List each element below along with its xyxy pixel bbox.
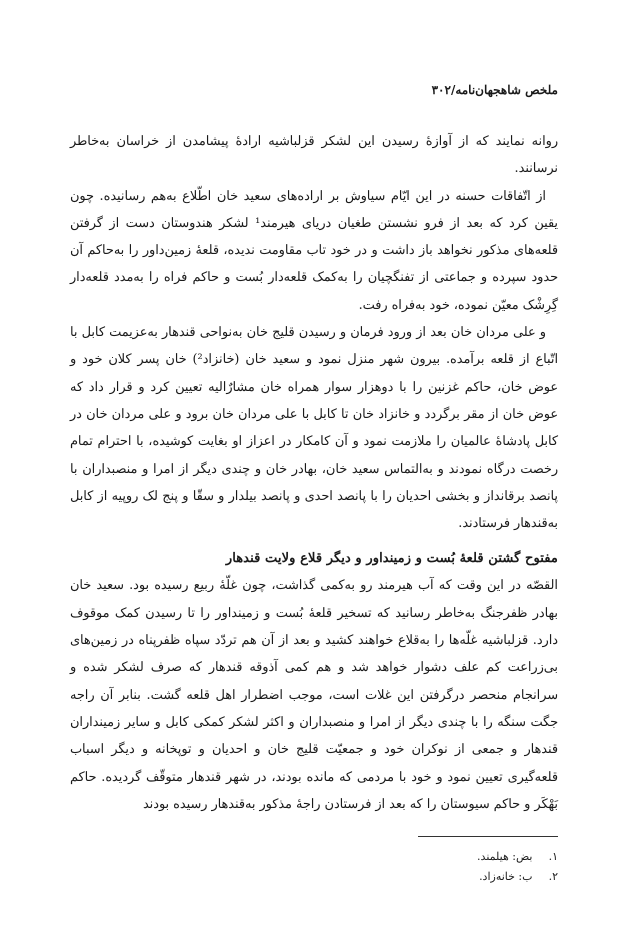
- footnote-1: [70, 847, 558, 867]
- footnotes: [70, 847, 558, 887]
- running-head: ملخص شاهجهان‌نامه/۳۰۲: [431, 83, 558, 97]
- footnote-text: ب: خانه‌زاد.: [479, 870, 533, 884]
- section-heading: مفتوح گشتن قلعهٔ بُست و زمینداور و دیگر قلاع ولایت قندهار: [225, 551, 558, 567]
- paragraph-continuation: روانه نمایند که از آوازهٔ رسیدن این لشکر قزلباشیه ارادهٔ پیشامدن از خراسان به‌خاطر نرسانند.: [70, 134, 558, 177]
- footnote-text: بض: هیلمند.: [477, 850, 533, 864]
- footnote-number: ۱.: [548, 850, 558, 864]
- footnote-2: [70, 867, 558, 887]
- footnote-divider: [418, 836, 558, 837]
- page-body: [70, 82, 558, 887]
- paragraph-section-body: القصّه در این وقت که آب هیرمند رو به‌کمی گذاشت، چون غلّهٔ ربیع رسیده بود. سعید خان بهادر ظفرجنگ به‌خاطر رسانید که تسخیر قلعهٔ بُست و زمینداور را تا رسیدن کمک موقوف دارد. قزلباشیه غلّه‌ها را به‌قلاع خواهند کشید و بعد از آن هم تردّد سپاه ظفرپناه در زمین‌های بی‌زراعت کم علف دشوار خواهد شد و هم کمی آذوقه قندهار که صرف لشکر شده و سرانجام منحصر درگرفتن این غلات است، موجب اضطرار اهل قلعه گشت. بنابر آن راجه جگت سنگه را با چندی دیگر از امرا و منصبداران و اکثر لشکر کمکی کابل و سایر زمینداران قندهار و جمعی از نوکران خود و جمعیّت قلیج خان و احدیان و توپخانه و دیگر اسباب قلعه‌گیری تعیین نمود و خود با مردمی که مانده بودند، در شهر قندهار متوقّف گردیده. حاکم بَهْکَر و حاکم سیوستان را که بعد از فرستادن راجهٔ مذکور به‌قندهار رسیده بودند: [70, 578, 558, 812]
- paragraph-ali-mardan-khan: و علی مردان خان بعد از ورود فرمان و رسیدن قلیج خان به‌نواحی قندهار به‌عزیمت کابل با اتّباع از قلعه برآمده. بیرون شهر منزل نمود و سعید خان (خانزاد²) خان پسر کلان خود و عوض خان، حاکم غزنین را با دوهزار سوار همراه خان مشارٌالیه تعیین کرد و قرار داد که عوض خان از مقر برگردد و خانزاد خان تا کابل با علی مردان خان برود و علی مردان خان در کابل پادشاهٔ عالمیان را ملازمت نمود و آن کامکار در اعزاز او بغایت کوشیده، با احترام تمام رخصت درگاه نمودند و به‌التماس سعید خان، بهادر خان و چندی دیگر از امرا و منصبداران با پانصد برقانداز و بخشی احدیان را با پانصد احدی و پانصد بیلدار و سقّا و پنج لک روپیه از کابل به‌قندهار فرستادند.: [70, 325, 558, 532]
- paragraph-siyavash: از اتّفاقات حسنه در این ایّام سیاوش بر اراده‌های سعید خان اطّلاع به‌هم رسانیده. چون یقین کرد که بعد از فرو نشستن طغیان دریای هیرمند¹ لشکر هندوستان دست از گرفتن قلعه‌های مذکور نخواهد باز داشت و در خود تاب مقاومت ندیده، قلعهٔ زمین‌داور را به‌حاکم آن حدود سپرده و جماعتی از تفنگچیان را به‌کمک قلعه‌دار بُست و حاکم فراه را به‌مدد قلعه‌دار گِرِشْک معیّن نموده، خود به‌فراه رفت.: [70, 188, 558, 313]
- footnote-number: ۲.: [548, 870, 558, 884]
